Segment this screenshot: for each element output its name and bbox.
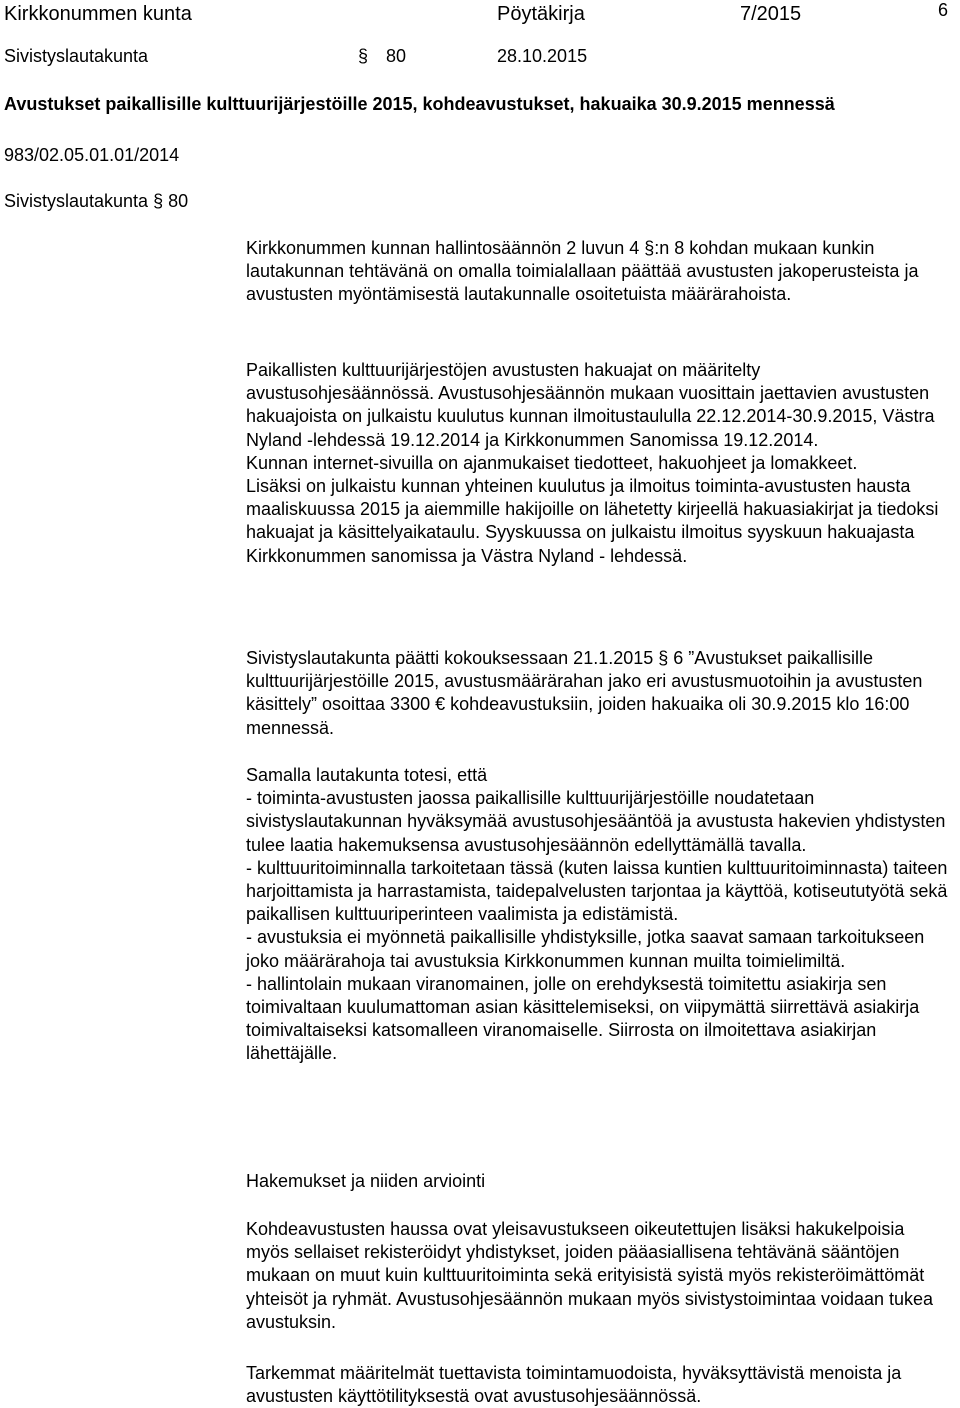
paragraph-definitions: Tarkemmat määritelmät tuettavista toimintamuodoista, hyväksyttävistä menoista ja avustusten käyttötilityksestä ovat avustusohjesäännössä. (246, 1363, 902, 1407)
paragraph-committee-statement (246, 764, 952, 1066)
matter-title: Avustukset paikallisille kulttuurijärjestöille 2015, kohdeavustukset, hakuaika 30.9.2015 mennessä (4, 94, 835, 114)
paragraph-application-periods: Paikallisten kulttuurijärjestöjen avustusten hakuajat on määritelty avustusohjesäännössä. Avustusohjesäännön mukaan vuosittain jaettavien avustusten hakuajoista on julkaistu kuulutus kunnan ilmoitustaululla 22.12.2014-30.9.2015, Västra Nyland -lehdessä 19.12.2014 ja Kirkkonummen Sanomissa 19.12.2014. Kunnan internet-sivuilla on ajanmukaiset tiedotteet, hakuohjeet ja lomakkeet. Lisäksi on julkaistu kunnan yhteinen kuulutus ja ilmoitus toiminta-avustusten hausta maaliskuussa 2015 ja aiemmille hakijoille on lähetetty kirjeellä hakuasiakirjat ja tiedoksi hakuajat ja käsittelyaikataulu. Syyskuussa on julkaistu ilmoitus syyskuun hakuajasta Kirkkonummen sanomissa ja Västra Nyland - lehdessä. (246, 360, 939, 566)
paragraph-legal-basis: Kirkkonummen kunnan hallintosäännön 2 luvun 4 §:n 8 kohdan mukaan kunkin lautakunnan tehtävänä on omalla toimialallaan päättää avustusten jakoperusteista ja avustusten myöntämisestä lautakunnalle osoitetuista määrärahoista. (246, 238, 919, 305)
committee-name: Sivistyslautakunta (4, 46, 149, 66)
document-type: Pöytäkirja (497, 3, 585, 25)
statement-item: - avustuksia ei myönnetä paikallisille yhdistyksille, jotka saavat samaan tarkoitukseen joko määrärahoja tai avustuksia Kirkkonummen kunnan muilta toimielimiltä. (246, 927, 925, 971)
statement-intro: Samalla lautakunta totesi, että (246, 765, 488, 785)
organization-name: Kirkkonummen kunta (4, 3, 192, 25)
statement-item: - kulttuuritoiminnalla tarkoitetaan tässä (kuten laissa kuntien kulttuuritoiminnasta) taiteen harjoittamista ja harrastamista, taidepalvelusten tarjontaa ja käyttöä, kotiseututyötä sekä paikallisen kulttuuriperinteen vaalimista ja edistämistä. (246, 857, 948, 925)
section-symbol: § (358, 46, 369, 66)
page-number: 6 (938, 0, 949, 20)
meeting-date: 28.10.2015 (497, 46, 588, 66)
paragraph-previous-decision: Sivistyslautakunta päätti kokouksessaan 21.1.2015 § 6 ”Avustukset paikallisille kulttuurijärjestöille 2015, avustusmäärärahan jako eri avustusmuotoihin ja avustusten käsittely” osoittaa 3300 € kohdeavustuksiin, joiden hakuaika oli 30.9.2015 klo 16:00 mennessä. (246, 648, 923, 738)
statement-item: - hallintolain mukaan viranomainen, jolle on erehdyksestä toimitettu asiakirja sen toimivaltaan kuulumattoman asian käsittelemiseksi, on viipymättä siirrettävä asiakirja toimivaltaiseksi katsomalleen viranomaiselle. Siirrosta on ilmoitettava asiakirjan lähettäjälle. (246, 973, 920, 1064)
document-number: 7/2015 (740, 3, 802, 25)
subheading-applications: Hakemukset ja niiden arviointi (246, 1171, 486, 1191)
section-number: 80 (386, 46, 407, 66)
committee-section: Sivistyslautakunta § 80 (4, 191, 189, 211)
record-number: 983/02.05.01.01/2014 (4, 145, 180, 165)
paragraph-eligibility: Kohdeavustusten haussa ovat yleisavustukseen oikeutettujen lisäksi hakukelpoisia myös sellaiset rekisteröidyt yhdistykset, joiden pääasiallisena tehtävänä sääntöjen mukaan on muut kuin kulttuuritoiminta sekä erityisistä syistä myös rekisteröimättömät yhteisöt ja ryhmät. Avustusohjesäännön mukaan myös sivistystoimintaa voidaan tukea avustuksin. (246, 1219, 934, 1332)
statement-item: - toiminta-avustusten jaossa paikallisille kulttuurijärjestöille noudatetaan sivistyslautakunnan hyväksymää avustusohjesääntöä ja avustusta hakevien yhdistysten tulee laatia hakemuksensa avustusohjesäännön edellyttämällä tavalla. (246, 788, 946, 855)
